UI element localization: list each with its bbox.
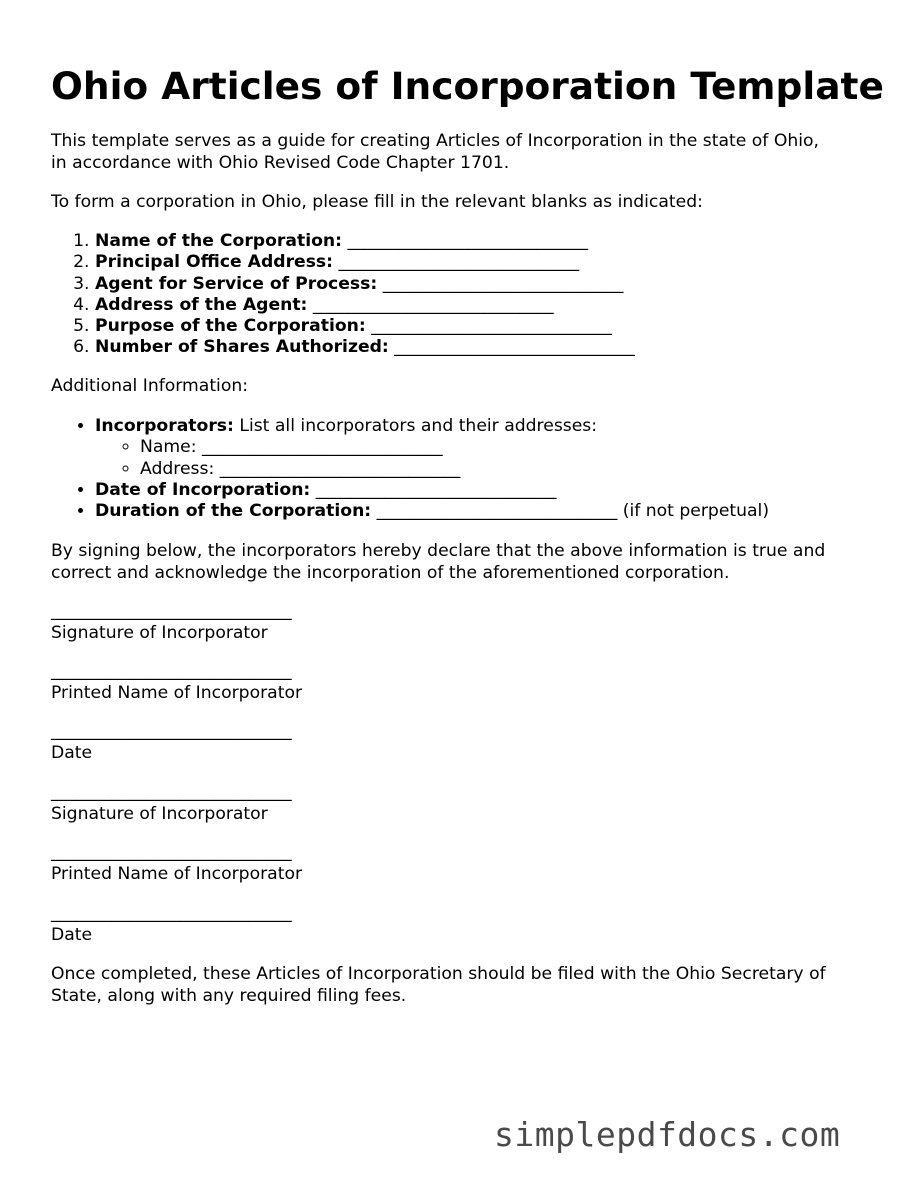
date-label: Date of Incorporation: — [95, 479, 311, 500]
closing-paragraph — [51, 964, 826, 1007]
signature-block — [51, 601, 292, 644]
field-label: Purpose of the Corporation: — [95, 316, 366, 337]
page-title: Ohio Articles of Incorporation Template — [51, 64, 884, 108]
field-label: Principal Office Address: — [95, 252, 334, 273]
declaration-line-1: By signing below, the incorporators hereby declare that the above information is true and — [51, 541, 826, 561]
field-item — [95, 337, 635, 358]
intro-line-2: in accordance with Ohio Revised Code Chapter 1701. — [51, 152, 510, 173]
sub-item-name: ◦ Name: ____________________________ — [140, 437, 769, 458]
closing-line-1: Once completed, these Articles of Incorporation should be filed with the Ohio Secretary of — [51, 964, 826, 984]
fill-blank[interactable]: ____________________________ — [382, 273, 624, 294]
fill-blank[interactable]: ____________________________ — [312, 294, 554, 315]
field-label: Number of Shares Authorized: — [95, 337, 389, 358]
field-item — [95, 274, 635, 295]
additional-info-list — [95, 416, 769, 522]
incorporators-sublist — [95, 437, 769, 480]
signature-block — [51, 661, 302, 704]
site-watermark: simplepdfdocs.com — [494, 1115, 841, 1154]
signature-line[interactable]: ____________________________ — [51, 661, 292, 681]
signature-caption: Date — [51, 742, 93, 763]
signature-block — [51, 903, 292, 946]
duration-item — [95, 501, 769, 522]
fill-blank[interactable]: ____________________________ — [219, 458, 461, 479]
signature-caption: Printed Name of Incorporator — [51, 863, 303, 884]
declaration-line-2: correct and acknowledge the incorporation of the aforementioned corporation. — [51, 562, 730, 583]
signature-line[interactable]: ____________________________ — [51, 721, 292, 741]
fill-blank[interactable]: ____________________________ — [371, 316, 612, 337]
field-item — [95, 231, 635, 252]
instruction-text: To form a corporation in Ohio, please fill in the relevant blanks as indicated: — [51, 192, 703, 212]
field-label: Address of the Agent: — [95, 294, 308, 315]
fill-blank[interactable]: ____________________________ — [376, 501, 618, 522]
signature-block — [51, 721, 292, 764]
signature-caption: Signature of Incorporator — [51, 803, 268, 824]
signature-caption: Date — [51, 924, 93, 945]
declaration-paragraph — [51, 541, 825, 584]
fill-blank[interactable]: ____________________________ — [315, 479, 557, 500]
signature-block — [51, 842, 302, 885]
required-fields-list — [95, 231, 635, 359]
fill-blank[interactable]: ____________________________ — [338, 252, 580, 273]
date-of-incorporation-item — [95, 480, 769, 501]
signature-caption: Signature of Incorporator — [51, 622, 268, 643]
fill-blank[interactable]: ____________________________ — [394, 337, 635, 358]
field-item — [95, 316, 635, 337]
sub-item-address: ◦ Address: ____________________________ — [140, 459, 769, 480]
field-label: Name of the Corporation: — [95, 231, 343, 251]
field-label: Agent for Service of Process: — [95, 273, 378, 294]
signature-line[interactable]: ____________________________ — [51, 903, 292, 923]
signature-line[interactable]: ____________________________ — [51, 601, 292, 621]
signature-caption: Printed Name of Incorporator — [51, 682, 303, 703]
additional-heading: Additional Information: — [51, 376, 249, 396]
incorporators-label: Incorporators: — [95, 416, 234, 436]
intro-line-1: This template serves as a guide for creating Articles of Incorporation in the state of Ohio, — [51, 131, 819, 151]
duration-suffix: (if not perpetual) — [622, 501, 770, 522]
signature-line[interactable]: ____________________________ — [51, 782, 292, 802]
fill-blank[interactable]: ____________________________ — [201, 437, 443, 458]
field-item — [95, 295, 635, 316]
closing-line-2: State, along with any required filing fees. — [51, 985, 407, 1006]
intro-paragraph — [51, 131, 819, 174]
duration-label: Duration of the Corporation: — [95, 501, 372, 522]
signature-block — [51, 782, 292, 825]
signature-line[interactable]: ____________________________ — [51, 842, 292, 862]
fill-blank[interactable]: ____________________________ — [347, 231, 589, 251]
incorporators-item — [95, 416, 769, 480]
incorporators-text: List all incorporators and their addresses: — [239, 416, 598, 436]
field-item — [95, 252, 635, 273]
